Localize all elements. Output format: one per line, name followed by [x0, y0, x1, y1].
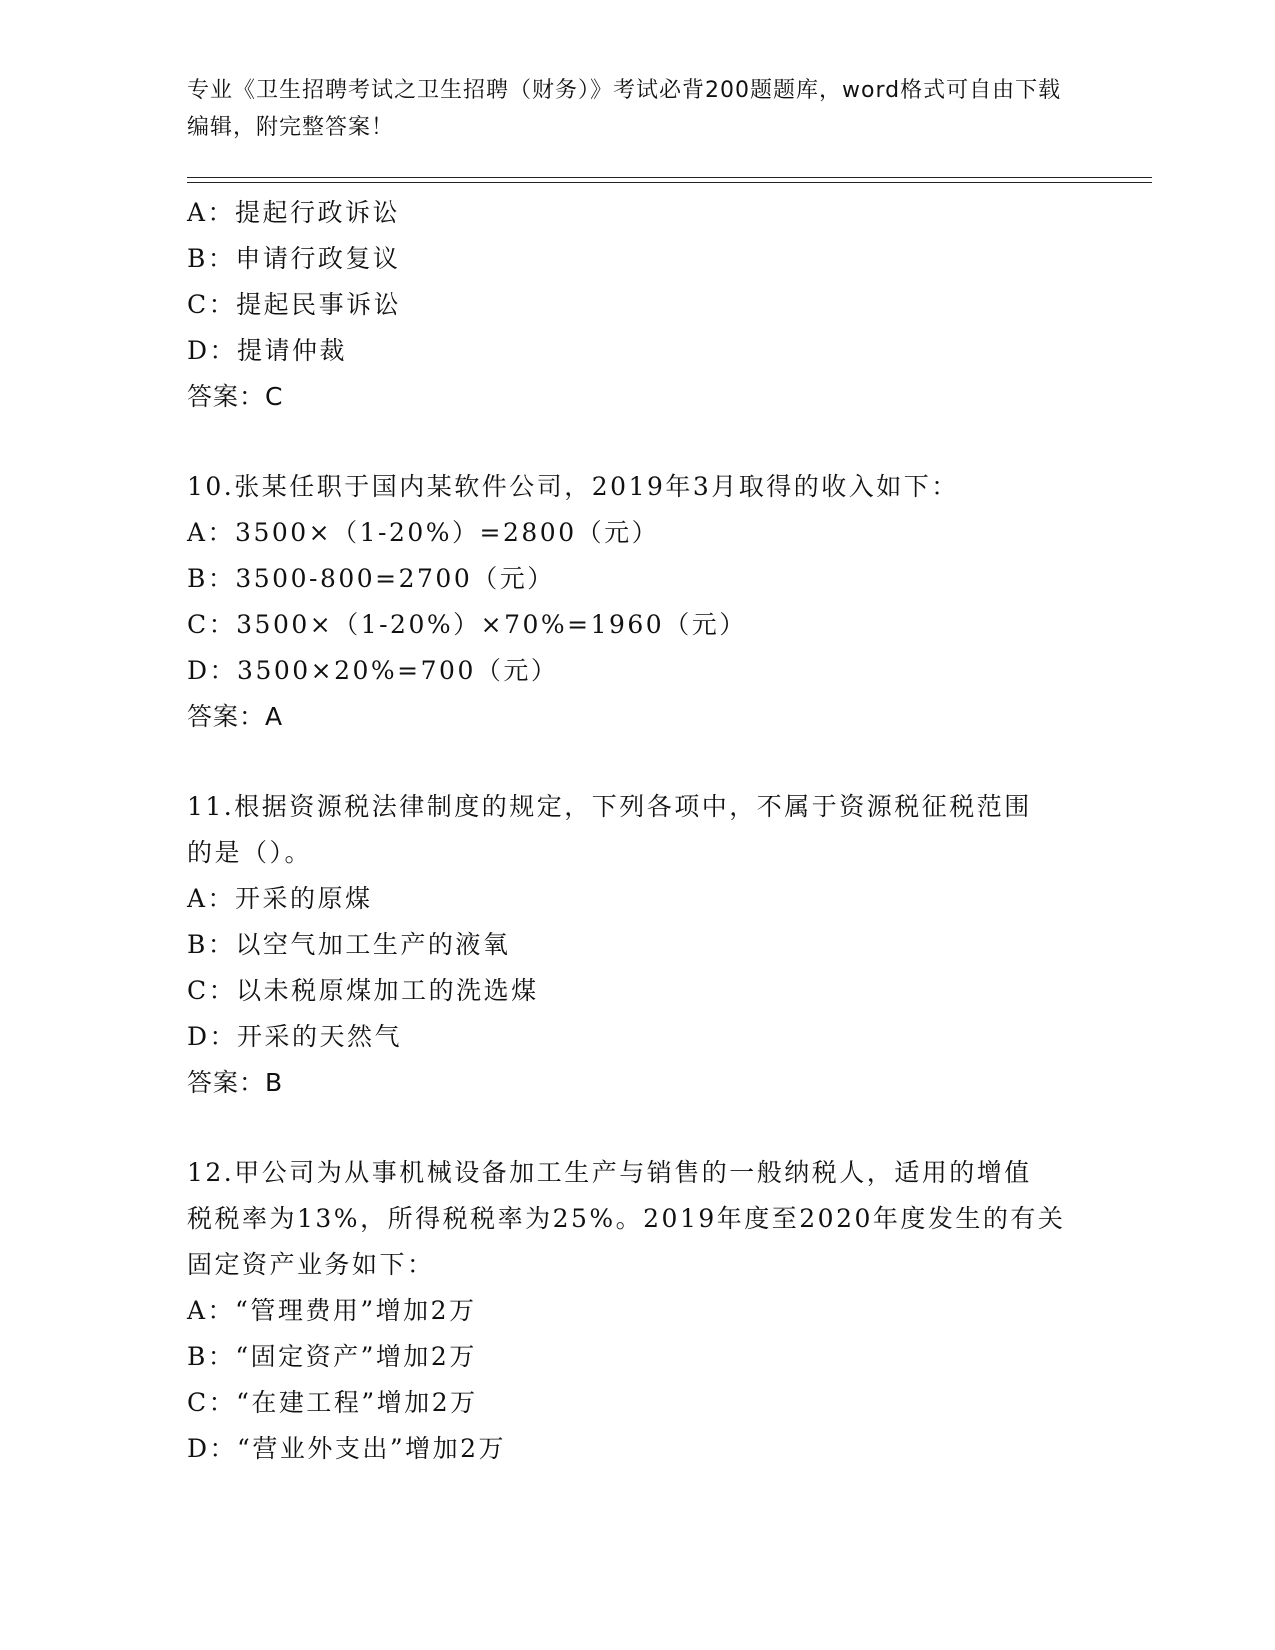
answer: 答案：B	[187, 1068, 284, 1097]
answer: 答案：C	[187, 382, 284, 411]
header-rule-bottom	[187, 182, 1152, 183]
option-d: D：开采的天然气	[187, 1022, 403, 1051]
question-prev	[187, 190, 1067, 420]
question-11	[187, 784, 1067, 1106]
question-12	[187, 1150, 1067, 1472]
answer: 答案：A	[187, 702, 284, 731]
option-b: B：“固定资产”增加2万	[187, 1342, 477, 1371]
question-stem: 税税率为13%，所得税税率为25%。2019年度至2020年度发生的有关	[187, 1204, 1066, 1233]
option-c: C：提起民事诉讼	[187, 290, 402, 319]
option-b: B：3500-800=2700（元）	[187, 564, 555, 593]
spacer	[187, 420, 1067, 464]
question-stem: 10.张某任职于国内某软件公司，2019年3月取得的收入如下：	[187, 472, 959, 501]
option-a: A：开采的原煤	[187, 884, 373, 913]
header-rule-top	[187, 177, 1152, 178]
option-a: A：3500×（1-20%）=2800（元）	[187, 518, 660, 547]
option-c: C：3500×（1-20%）×70%=1960（元）	[187, 610, 747, 639]
question-list	[187, 190, 1067, 1472]
question-stem: 的是（）。	[187, 838, 313, 867]
option-c: C：以未税原煤加工的洗选煤	[187, 976, 539, 1005]
option-b: B：以空气加工生产的液氧	[187, 930, 511, 959]
question-stem: 固定资产业务如下：	[187, 1250, 435, 1279]
option-d: D：“营业外支出”增加2万	[187, 1434, 507, 1463]
spacer	[187, 740, 1067, 784]
question-stem: 12.甲公司为从事机械设备加工生产与销售的一般纳税人，适用的增值	[187, 1158, 1032, 1187]
document-header: 专业《卫生招聘考试之卫生招聘（财务）》考试必背200题题库，word格式可自由下载编辑，附完整答案！	[187, 78, 1062, 140]
option-a: A：提起行政诉讼	[187, 198, 401, 227]
option-a: A：“管理费用”增加2万	[187, 1296, 477, 1325]
option-c: C：“在建工程”增加2万	[187, 1388, 478, 1417]
question-10	[187, 464, 1067, 740]
question-stem: 11.根据资源税法律制度的规定，下列各项中，不属于资源税征税范围	[187, 792, 1032, 821]
option-b: B：申请行政复议	[187, 244, 401, 273]
option-d: D：3500×20%=700（元）	[187, 656, 559, 685]
option-d: D：提请仲裁	[187, 336, 348, 365]
spacer	[187, 1106, 1067, 1150]
